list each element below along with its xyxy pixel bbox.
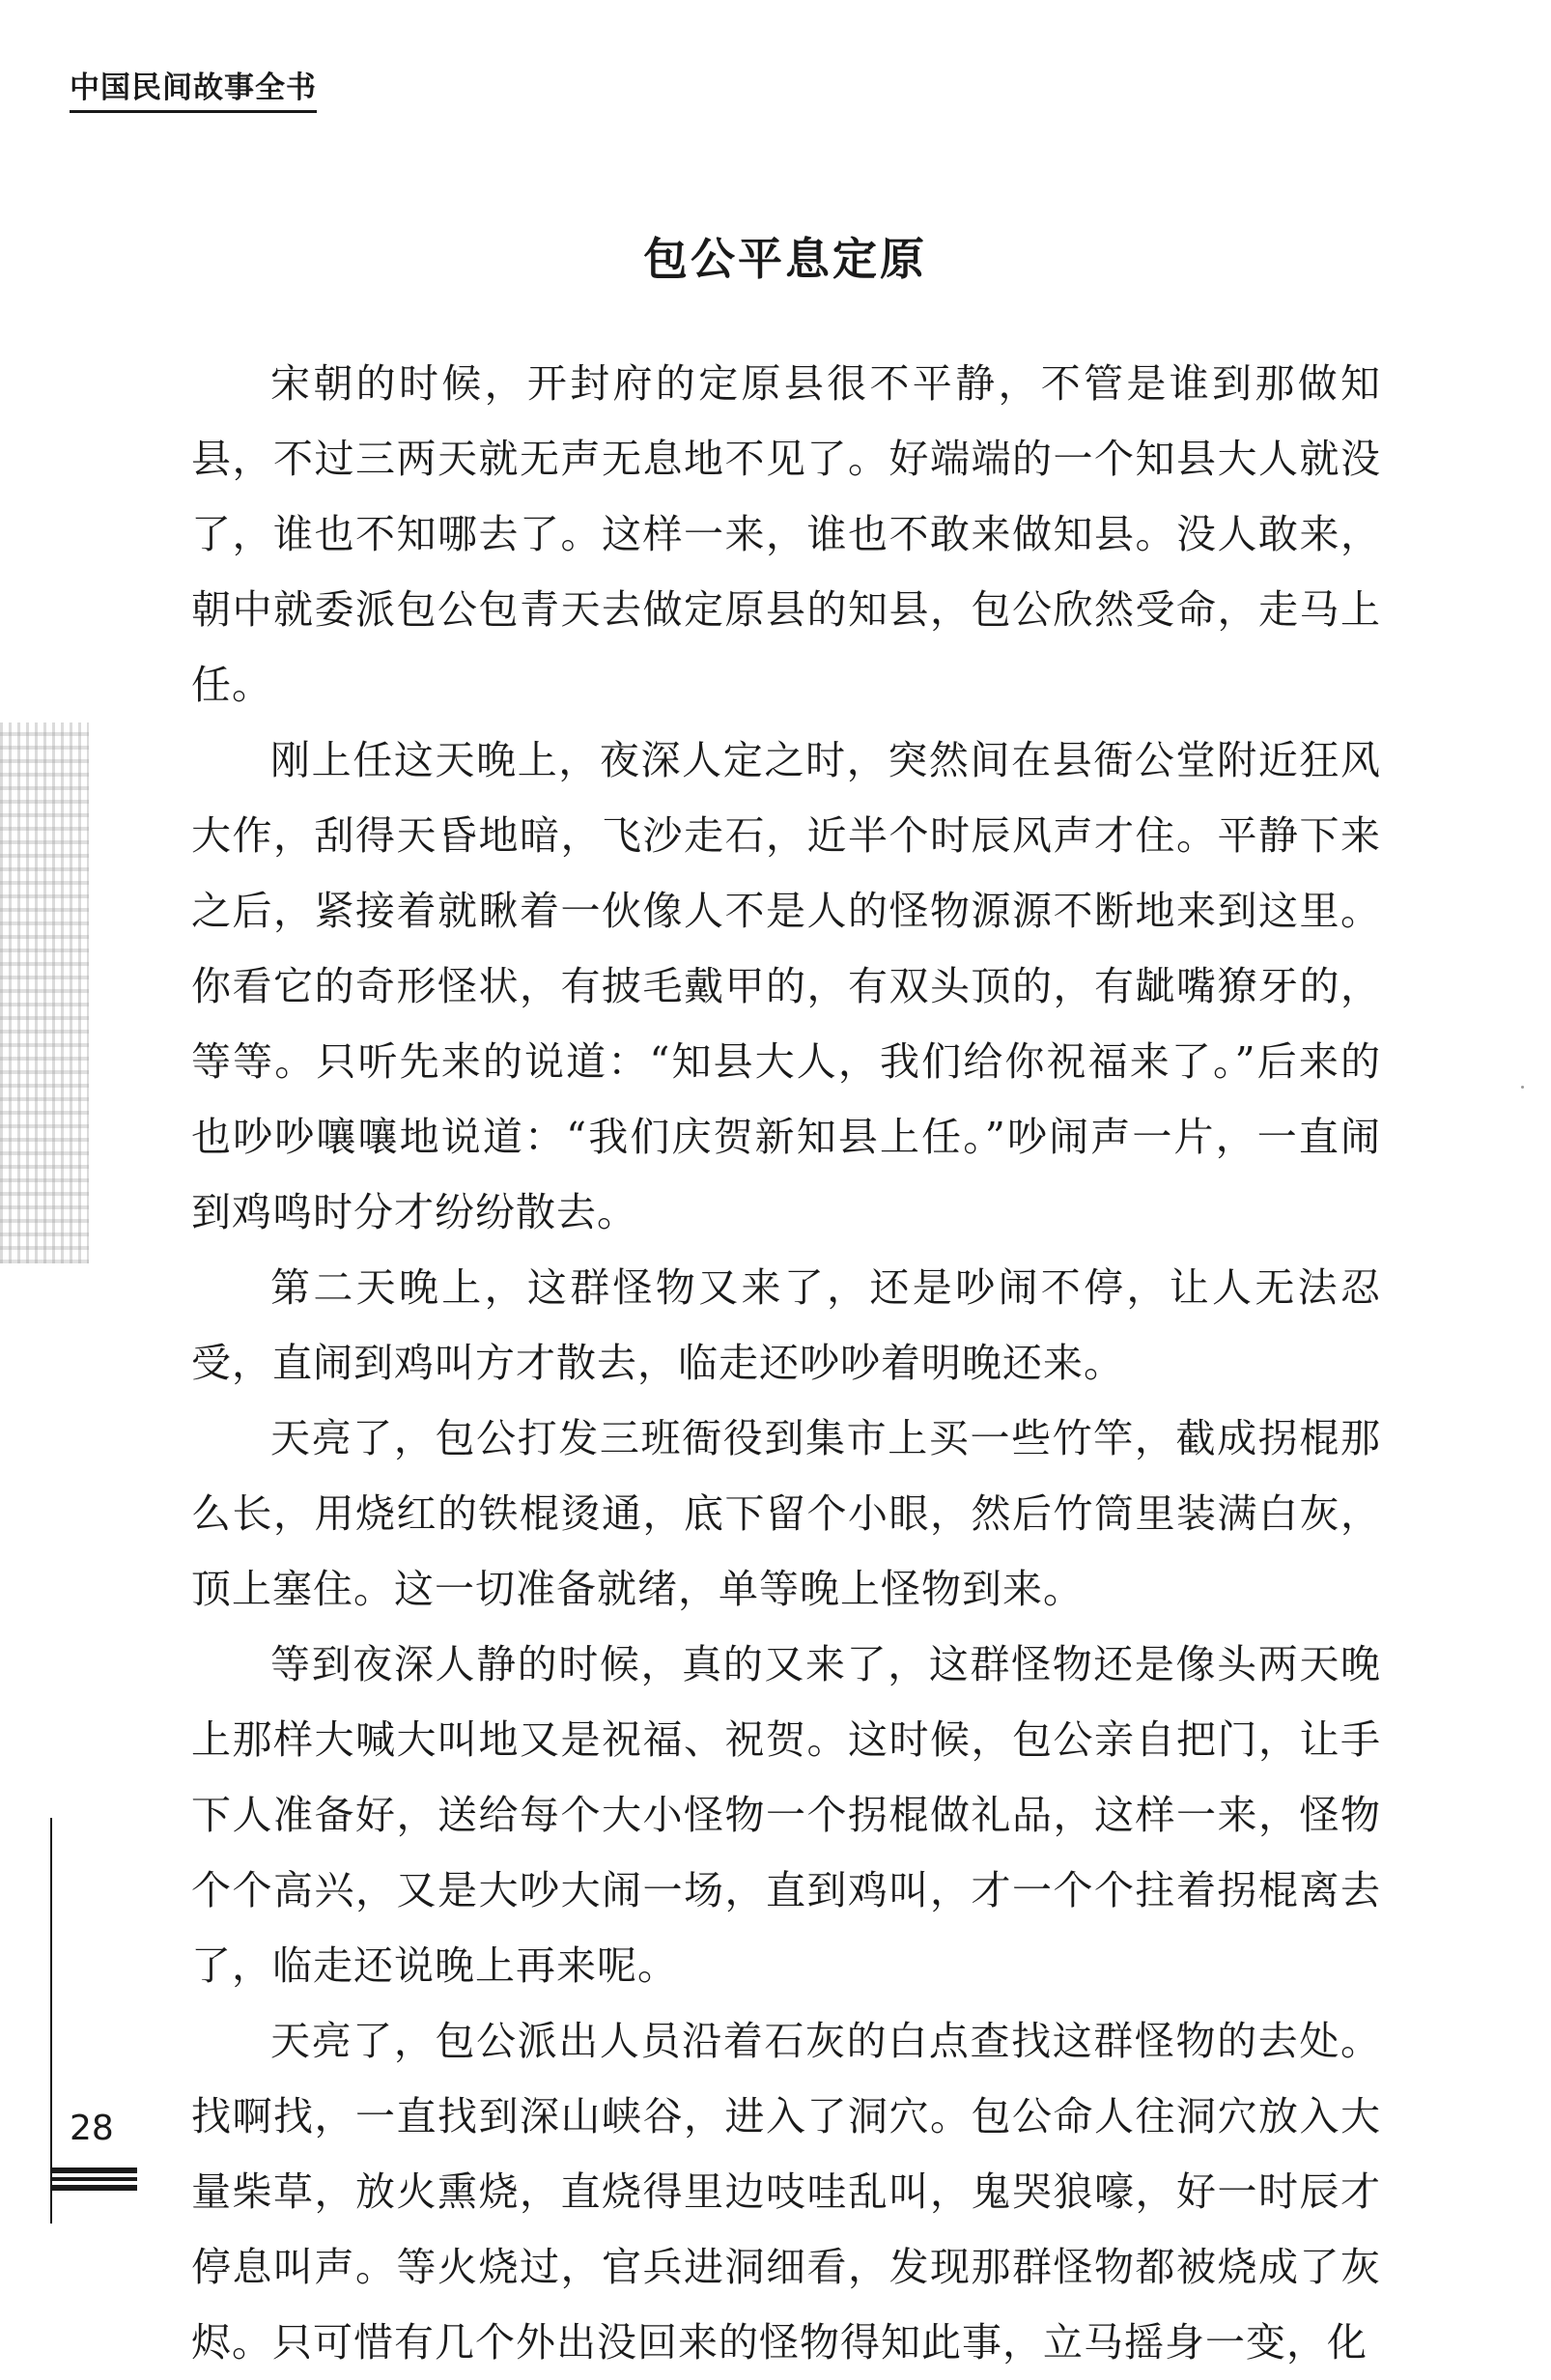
paragraph: 等到夜深人静的时候，真的又来了，这群怪物还是像头两天晚上那样大喊大叫地又是祝福、祝贺。这时候，包公亲自把门，让手下人准备好，送给每个大小怪物一个拐棍做礼品，这样一来，怪物个个高兴，又是大吵大闹一场，直到鸡叫，才一个个拄着拐棍离去了，临走还说晚上再来呢。 [191,1641,1381,1989]
page-number: 28 [70,2109,114,2148]
paragraph: 天亮了，包公派出人员沿着石灰的白点查找这群怪物的去处。找啊找，一直找到深山峡谷，进入了洞穴。包公命人往洞穴放入大量柴草，放火熏烧，直烧得里边吱哇乱叫，鬼哭狼嚎，好一时辰才停息叫声。等火烧过，官兵进洞细看，发现那群怪物都被烧成了灰烬。只可惜有几个外出没回来的怪物得知此事，立马摇身一变，化 [191,2018,1381,2366]
chapter-title: 包公平息定原 [643,233,927,285]
running-head: 中国民间故事全书 [70,71,317,113]
side-ornament [0,722,89,1263]
margin-rule [50,1818,52,2224]
paragraph: 刚上任这天晚上，夜深人定之时，突然间在县衙公堂附近狂风大作，刮得天昏地暗，飞沙走石，近半个时辰风声才住。平静下来之后，紧接着就瞅着一伙像人不是人的怪物源源不断地来到这里。你看它的奇形怪状，有披毛戴甲的，有双头顶的，有龇嘴獠牙的，等等。只听先来的说道：“知县大人，我们给你祝福来了。”后来的也吵吵嚷嚷地说道：“我们庆贺新知县上任。”吵闹声一片，一直闹到鸡鸣时分才纷纷散去。 [191,737,1381,1235]
paragraph: 宋朝的时候，开封府的定原县很不平静，不管是谁到那做知县，不过三两天就无声无息地不见了。好端端的一个知县大人就没了，谁也不知哪去了。这样一来，谁也不敢来做知县。没人敢来，朝中就委派包公包青天去做定原县的知县，包公欣然受命，走马上任。 [191,360,1381,708]
gutter-speck [1521,1086,1524,1089]
body-text [191,346,1381,2380]
paragraph: 天亮了，包公打发三班衙役到集市上买一些竹竿，截成拐棍那么长，用烧红的铁棍烫通，底下留个小眼，然后竹筒里装满白灰，顶上塞住。这一切准备就绪，单等晚上怪物到来。 [191,1415,1381,1612]
page-number-bar [50,2168,137,2191]
paragraph: 第二天晚上，这群怪物又来了，还是吵闹不停，让人无法忍受，直闹到鸡叫方才散去，临走还吵吵着明晚还来。 [191,1264,1381,1386]
